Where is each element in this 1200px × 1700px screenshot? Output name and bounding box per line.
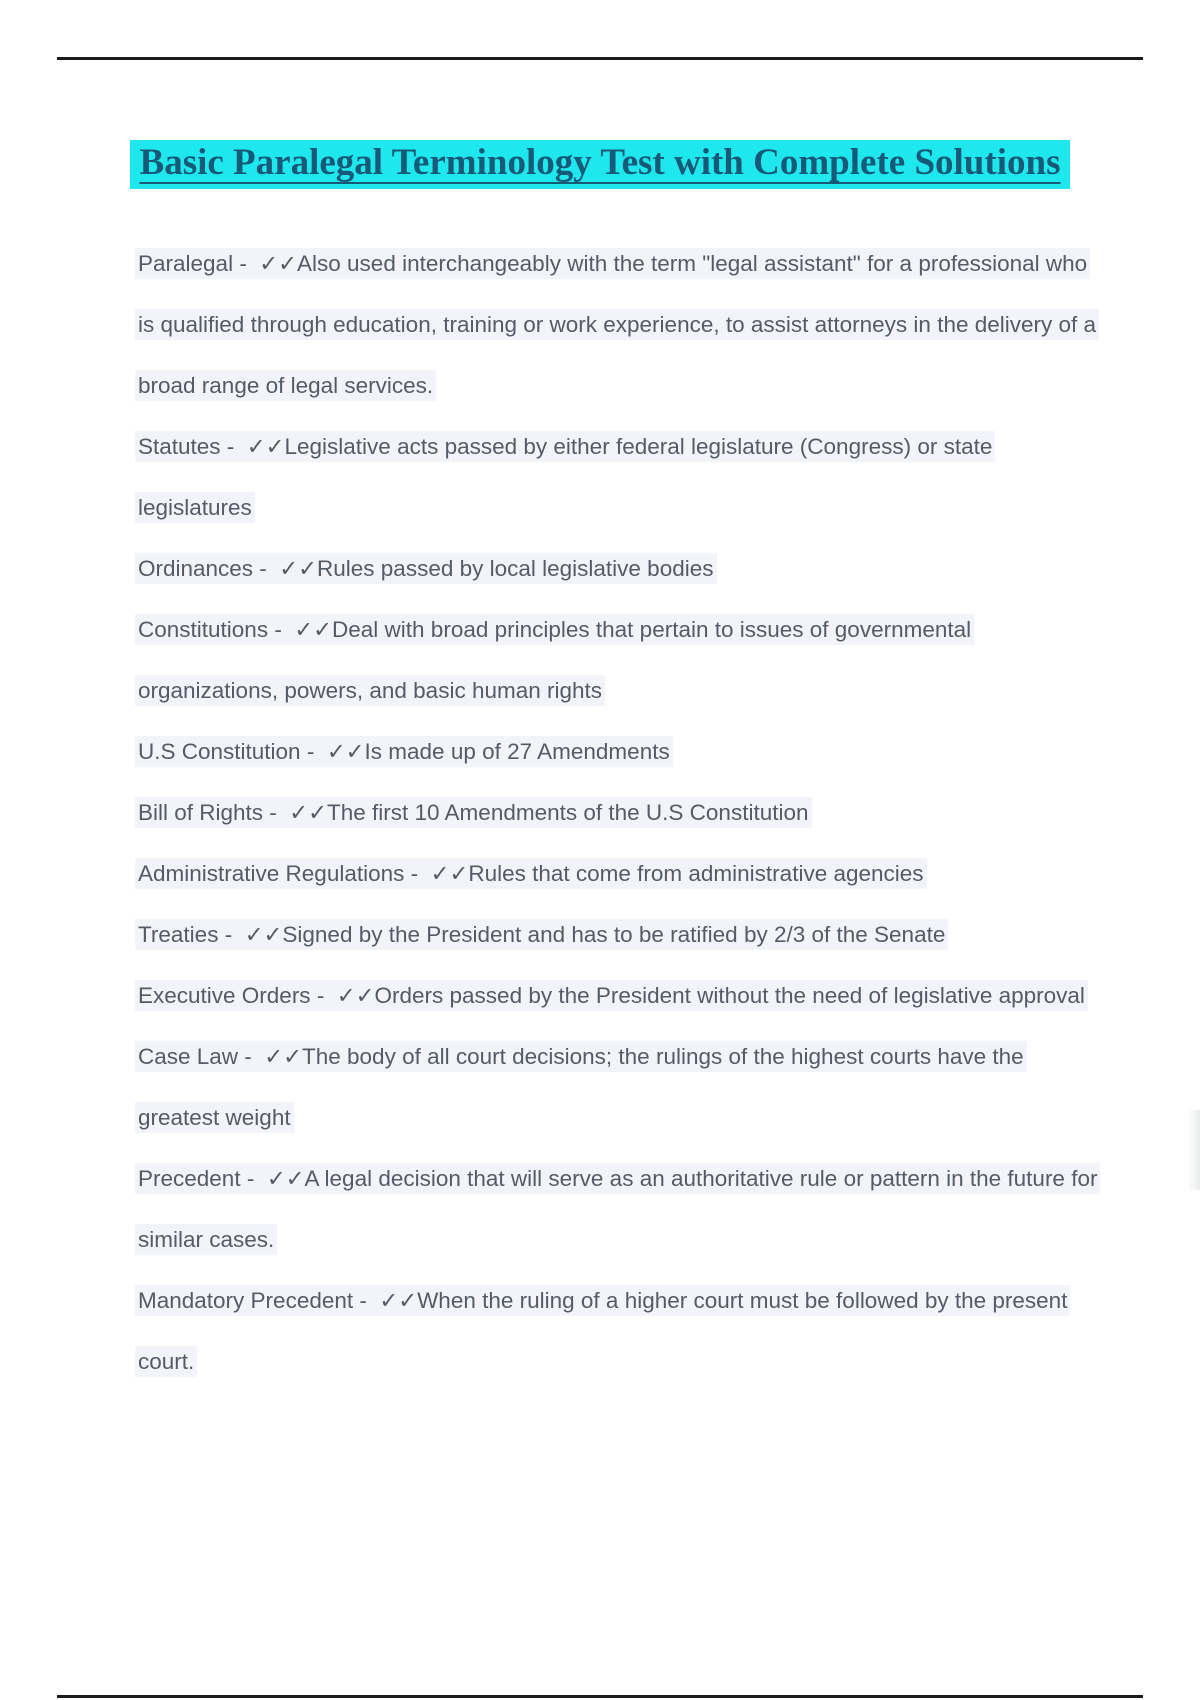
term-entry [135,782,1105,843]
term-definition-text: Treaties - ✓✓Signed by the President and has to be ratified by 2/3 of the Senate [135,919,948,950]
term-definition-text: Executive Orders - ✓✓Orders passed by the President without the need of legislative approval [135,980,1088,1011]
term-definition-text: Administrative Regulations - ✓✓Rules that come from administrative agencies [135,858,927,889]
term-definition-text: Constitutions - ✓✓Deal with broad principles that pertain to issues of governmental organizations, powers, and basic human rights [135,614,974,706]
term-definition-text: Precedent - ✓✓A legal decision that will serve as an authoritative rule or pattern in the future for similar cases. [135,1163,1100,1255]
term-entry [135,1026,1105,1148]
term-entry [135,843,1105,904]
term-entry [135,1148,1105,1270]
term-entry [135,965,1105,1026]
term-definition-text: Mandatory Precedent - ✓✓When the ruling of a higher court must be followed by the present court. [135,1285,1070,1377]
term-entry [135,233,1105,416]
term-definition-text: Statutes - ✓✓Legislative acts passed by either federal legislature (Congress) or state legislatures [135,431,995,523]
term-definition-text: Paralegal - ✓✓Also used interchangeably with the term "legal assistant" for a professional who is qualified through education, training or work experience, to assist attorneys in the delivery of a broad range of legal services. [135,248,1099,401]
term-entry [135,416,1105,538]
term-definition-text: Bill of Rights - ✓✓The first 10 Amendments of the U.S Constitution [135,797,812,828]
term-entry [135,599,1105,721]
term-definition-text: U.S Constitution - ✓✓Is made up of 27 Amendments [135,736,673,767]
term-entry [135,721,1105,782]
term-entry [135,904,1105,965]
term-entry [135,1270,1105,1392]
term-definition-text: Case Law - ✓✓The body of all court decisions; the rulings of the highest courts have the greatest weight [135,1041,1027,1133]
terms-list [135,233,1105,1392]
page-title: Basic Paralegal Terminology Test with Complete Solutions [130,140,1071,189]
bottom-rule [57,1695,1143,1698]
top-rule [57,57,1143,60]
title-block [0,140,1200,189]
page-edge-artifact [1187,1110,1200,1190]
term-entry [135,538,1105,599]
term-definition-text: Ordinances - ✓✓Rules passed by local legislative bodies [135,553,717,584]
